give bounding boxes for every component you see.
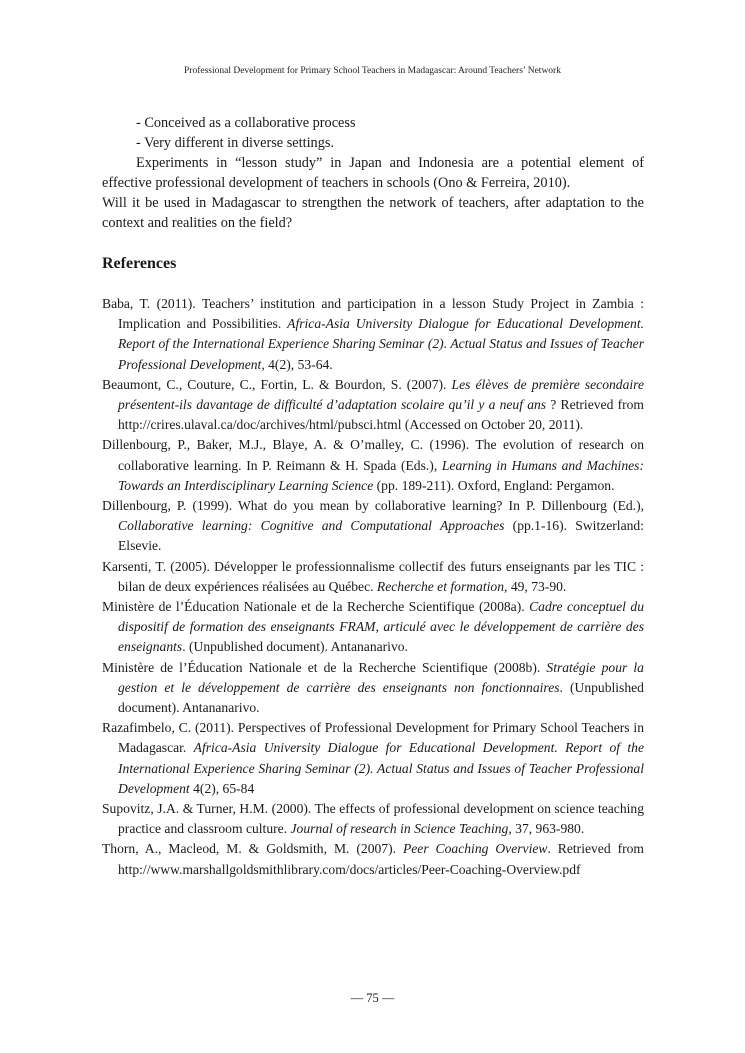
reference-item: Ministère de l’Éducation Nationale et de la Recherche Scientifique (2008a). Cadre conceptuel du dispositif de formation des enseignants FRAM, articulé avec le développement de carrière des enseignants. (Unpublished document). Antananarivo. <box>102 599 644 655</box>
paragraph: Experiments in “lesson study” in Japan and Indonesia are a potential element of effective professional development of teachers in schools (Ono & Ferreira, 2010). <box>102 155 644 191</box>
reference-item: Dillenbourg, P. (1999). What do you mean by collaborative learning? In P. Dillenbourg (Ed.), Collaborative learning: Cognitive and Computational Approaches (pp.1-16). Switzerland: Elsevie. <box>102 498 644 554</box>
reference-item: Beaumont, C., Couture, C., Fortin, L. & Bourdon, S. (2007). Les élèves de première secondaire présentent-ils davantage de difficulté d’adaptation scolaire qu’il y a neuf ans ? Retrieved from http://crires.ulaval.ca/doc/archives/html/pubsci.html (Accessed on October 20, 2011). <box>102 376 644 433</box>
reference-item: Dillenbourg, P., Baker, M.J., Blaye, A. & O’malley, C. (1996). The evolution of research on collaborative learning. In P. Reimann & H. Spada (Eds.), Learning in Humans and Machines: Towards an Interdisciplinary Learning Science (pp. 189-211). Oxford, England: Pergamon. <box>102 437 644 493</box>
reference-item: Baba, T. (2011). Teachers’ institution and participation in a lesson Study Project in Zambia : Implication and Possibilities. Africa-Asia University Dialogue for Educational Development. Report of the International Experience Sharing Seminar (2). Actual Status and Issues of Teacher Professional Development, 4(2), 53-64. <box>102 296 644 372</box>
reference-item: Razafimbelo, C. (2011). Perspectives of Professional Development for Primary School Teachers in Madagascar. Africa-Asia University Dialogue for Educational Development. Report of the International Experience Sharing Seminar (2). Actual Status and Issues of Teacher Professional Development 4(2), 65-84 <box>102 720 644 796</box>
reference-item: Supovitz, J.A. & Turner, H.M. (2000). The effects of professional development on science teaching practice and classroom culture. Journal of research in Science Teaching, 37, 963-980. <box>102 801 644 837</box>
page-number: ― 75 ― <box>350 991 395 1005</box>
references-heading: References <box>102 255 177 272</box>
reference-list <box>102 294 644 880</box>
body-text <box>102 113 644 233</box>
running-header: Professional Development for Primary School Teachers in Madagascar: Around Teachers’ Network <box>184 66 561 76</box>
paragraph: Will it be used in Madagascar to strengthen the network of teachers, after adaptation to the context and realities on the field? <box>102 195 644 231</box>
bullet-item: - Very different in diverse settings. <box>136 135 334 151</box>
reference-item: Karsenti, T. (2005). Développer le professionnalisme collectif des futurs enseignants par les TIC : bilan de deux expériences réalisées au Québec. Recherche et formation, 49, 73-90. <box>102 558 644 594</box>
reference-item: Thorn, A., Macleod, M. & Goldsmith, M. (2007). Peer Coaching Overview. Retrieved from http://www.marshallgoldsmithlibrary.com/docs/articles/Peer-Coaching-Overview.pdf <box>102 841 644 877</box>
bullet-item: - Conceived as a collaborative process <box>136 115 356 131</box>
reference-item: Ministère de l’Éducation Nationale et de la Recherche Scientifique (2008b). Stratégie pour la gestion et le développement de carrière des enseignants non fonctionnaires. (Unpublished document). Antananarivo. <box>102 659 644 716</box>
